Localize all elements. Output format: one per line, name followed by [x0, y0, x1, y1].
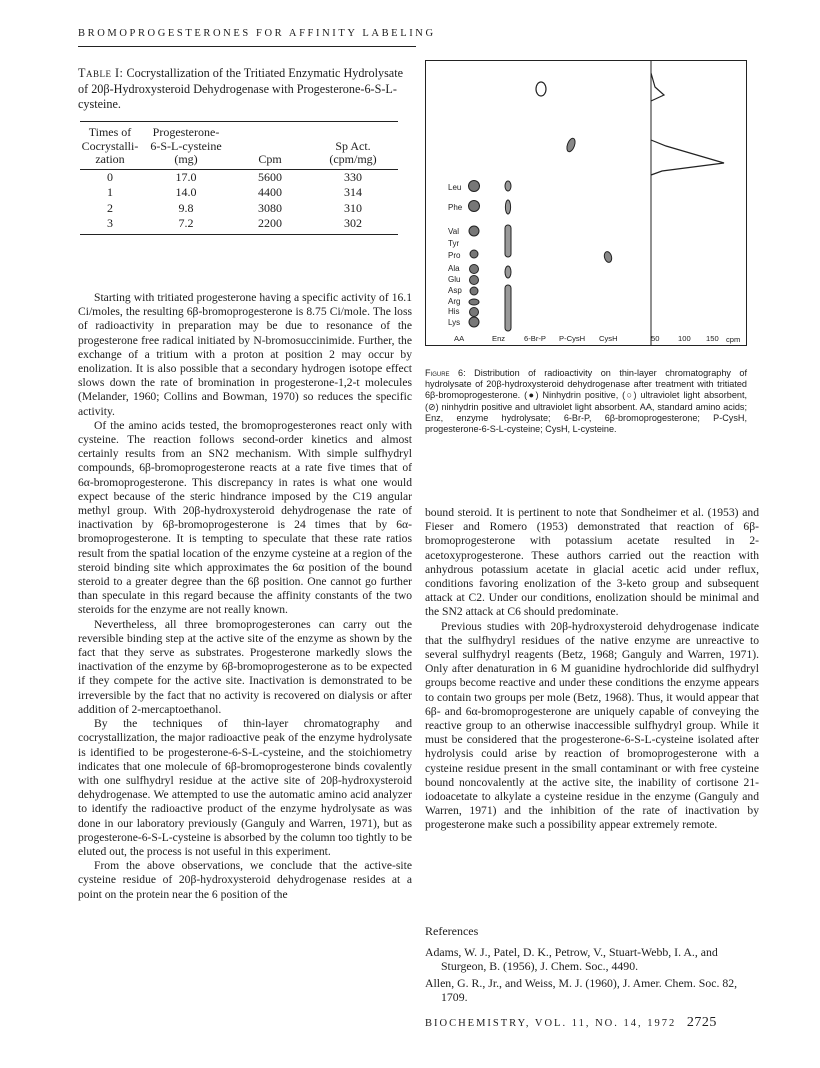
figure-caption-text: Distribution of radioactivity on thin-layer chromatography of hydrolysate of 20β-hydroxysteroid dehydrogenase after treatment with tritiated 6β-bromoprogesterone. (●) Ninhydrin positive, (○) ultraviolet light absorbent, (⊘) ninhydrin positive and ultraviolet light absorbent. AA, standard amino acids; Enz, enzyme hydrolysate; 6-Br-P, 6β-bromoprogesterone; P-CysH, progesterone-6-S-L-cysteine; CysH, L-cysteine.: [425, 368, 747, 435]
body-paragraph: Starting with tritiated progesterone having a specific activity of 16.1 Ci/moles, the resulting 6β-bromoprogesterone is 8.75 Ci/mole. The loss of radioactivity in preparation may be due to resonance of the progesterone free radical initiated by N-bromosuccinimide. Further, the exchange of a tritium with a proton at position 2 may occur by enolization. It is also possible that a secondary hydrogen isotope effect slows down the rate of bromination in progesterone-1,2-t molecules (Melander, 1960; Collins and Bowman, 1970) so reduces the specific activity.: [78, 291, 412, 418]
spot-arg: [469, 299, 479, 305]
cpm-tick-label: 150: [706, 334, 719, 343]
table-1: [80, 121, 398, 235]
col-header-cpm: Cpm: [232, 122, 308, 170]
references-list: [425, 945, 759, 1007]
lane-label: 6-Br-P: [524, 334, 546, 343]
body-paragraph: By the techniques of thin-layer chromatography and cocrystallization, the major radioactive peak of the enzyme hydrolysate is identified to be progesterone-6-S-L-cysteine, and the stoichiometry indicates that one molecule of 6β-bromoprogesterone binds covalently with one sulfhydryl residue at the active site of 20β-hydroxysteroid dehydrogenase. We attempted to use the automatic amino acid analyzer to identify the radioactive product of the enzyme hydrolysate as was done in our laboratory previously (Ganguly and Warren, 1971), but as progesterone-6-S-L-cysteine is absorbed by the column too tightly to be eluted out, the process is not useful in this experiment.: [78, 717, 412, 858]
spot-val: [469, 226, 479, 236]
col-header-times: Times of Cocrystalli- zation: [80, 122, 140, 170]
spot-cysh: [603, 251, 613, 263]
spot-phe: [469, 201, 480, 212]
spot-ala: [470, 265, 479, 274]
table-row: 1 14.0 4400 314: [107, 185, 362, 199]
reference-entry: Allen, G. R., Jr., and Weiss, M. J. (1960), J. Amer. Chem. Soc. 82, 1709.: [425, 975, 738, 1005]
cpm-tick-label: 100: [678, 334, 691, 343]
radioactivity-peak-main: [651, 140, 724, 175]
lane-label: P-CysH: [559, 334, 586, 343]
table-label: Table I:: [78, 66, 124, 80]
col-header-mg: Progesterone- 6-S-L-cysteine (mg): [140, 122, 232, 170]
enz-spot: [505, 181, 511, 191]
body-paragraph: Previous studies with 20β-hydroxysteroid dehydrogenase indicate that the sulfhydryl residues of the native enzyme are unreactive to several sulfhydryl reagents (Betz, 1968; Ganguly and Warren, 1971). Only after denaturation in 6 M guanidine hydrochloride did sulfhydryl groups become reactive and under these conditions the enzyme appears to contain two groups per mole (Betz, 1968). Thus, it would appear that 6β- and 6α-bromoprogesterone are uniquely capable of conveying the reactive group to an otherwise inaccessible sulfhydryl group. While it must be considered that the progesterone-6-S-L-cysteine isolated after hydrolysis could arise by reaction of bromoprogesterone with a cysteine residue present in the small contaminant or with free cysteine bound noncovalently at the active site, the inability of cortisone 21-iodoacetate to alkylate a cysteine residue in the enzyme (Ganguly and Warren, 1971) and the inhibition of the rate of inactivation by progesterone make such a possibility appear extremely remote.: [425, 619, 759, 832]
enz-streak: [505, 285, 511, 331]
page-footer: [425, 1015, 717, 1031]
page-number: 2725: [686, 1015, 717, 1030]
enz-spot: [505, 266, 511, 278]
col-header-spact: Sp Act. (cpm/mg): [308, 122, 398, 170]
spot-glu: [470, 276, 479, 285]
table-row: 0 17.0 5600 330: [107, 169, 362, 184]
table-row: 2 9.8 3080 310: [107, 200, 362, 215]
body-paragraph: Nevertheless, all three bromoprogesterones can carry out the reversible binding step at the active site of the enzyme as shown by the fact that they serve as substrates. Progesterone markedly slows the inactivation of the enzyme by 6β-bromoprogesterone as to be expected if they compete for the active site. Inactivation is demonstrated to be irreversible by the fact that no activity is recovered on dialysis or after addition of 2-mercaptoethanol.: [78, 617, 412, 716]
spot-leu: [469, 181, 480, 192]
body-paragraph: From the above observations, we conclude that the active-site cysteine residue of 20β-hydroxysteroid dehydrogenase resides at a point on the protein near the 6 position of the: [78, 859, 412, 901]
right-column: [425, 506, 759, 833]
aa-label: Leu: [448, 183, 462, 192]
cpm-unit-label: cpm: [726, 335, 741, 344]
spot-lys: [469, 317, 479, 327]
spot-asp: [470, 287, 478, 295]
header-rule: [78, 46, 416, 47]
enz-streak: [505, 225, 511, 257]
aa-label: Asp: [448, 286, 462, 295]
body-paragraph: Of the amino acids tested, the bromoprogesterones react only with cysteine. The reaction follows second-order kinetics and almost certainly results from an SN2 mechanism. With simple sulfhydryl compounds, 6β-bromoprogesterone reacts at a rate five times that of 6α-bromoprogesterone. This discrepancy in rates is what one would expect because of the steric hindrance imposed by the C19 angular methyl group. With 20β-hydroxysteroid dehydrogenase the rate of inactivation by 6β-bromoprogesterone is 24 times that by 6α-bromoprogesterone. It is tempting to speculate that these rate ratios result from the spatial location of the enzyme cysteine at a region of the steroid binding site which approximates the 6α position of the bound steroid to a greater degree than the 6β position. One cannot go further than speculate in this regard because the affinity constants of the two steroids for the enzyme are not really known.: [78, 418, 412, 617]
aa-label: His: [448, 307, 460, 316]
table-caption: [78, 66, 408, 113]
lane-label: AA: [454, 334, 465, 343]
cpm-tick-label: 50: [651, 334, 660, 343]
table-caption-text: Cocrystallization of the Tritiated Enzymatic Hydrolysate of 20β-Hydroxysteroid Dehydrogenase with Progesterone-6-S-L-cysteine.: [78, 66, 404, 111]
chromatogram-svg: [426, 61, 746, 345]
enzyme-hydrolysate-spots: [505, 181, 511, 331]
aa-standard-spots: [469, 181, 480, 328]
figure-caption: [425, 368, 747, 435]
left-column: [78, 291, 412, 902]
table-row: 3 7.2 2200 302: [80, 216, 398, 234]
figure-6-chromatogram: [425, 60, 747, 346]
spot-pro: [470, 250, 478, 258]
reference-entry: Adams, W. J., Patel, D. K., Petrow, V., Stuart-Webb, I. A., and Sturgeon, B. (1956), J. Chem. Soc., 4490.: [425, 945, 718, 974]
references-heading: References: [425, 924, 479, 938]
running-head: BROMOPROGESTERONES FOR AFFINITY LABELING: [78, 28, 436, 39]
enz-spot: [505, 200, 510, 214]
aa-label: Lys: [448, 318, 461, 327]
aa-label: Phe: [448, 203, 463, 212]
figure-label: Figure 6:: [425, 368, 466, 378]
lane-label: Enz: [492, 334, 506, 343]
aa-label: Val: [448, 227, 459, 236]
lane-label: CysH: [599, 334, 618, 343]
aa-label: Arg: [448, 297, 461, 306]
aa-label: Pro: [448, 251, 461, 260]
body-paragraph: bound steroid. It is pertinent to note that Sondheimer et al. (1953) and Fieser and Romero (1953) demonstrated that reaction of 6β-bromoprogesterone with potassium acetate resulted in 2-acetoxyprogesterone. These authors carried out the reaction with anhydrous potassium acetate in glacial acetic acid under reflux, conditions favoring enolization of the 3-keto group and subsequent attack at C2. Under our conditions, enolization should be minimal and the SN2 attack at C6 should predominate.: [425, 506, 759, 619]
aa-label: Ala: [448, 264, 460, 273]
spot-his: [470, 308, 479, 317]
aa-label: Glu: [448, 275, 461, 284]
spot-p-cysh: [565, 137, 576, 153]
radioactivity-peak-upper: [651, 73, 664, 101]
spot-6-br-p-uv: [536, 82, 546, 96]
aa-label: Tyr: [448, 239, 460, 248]
journal-citation: BIOCHEMISTRY, VOL. 11, NO. 14, 1972: [425, 1018, 677, 1029]
